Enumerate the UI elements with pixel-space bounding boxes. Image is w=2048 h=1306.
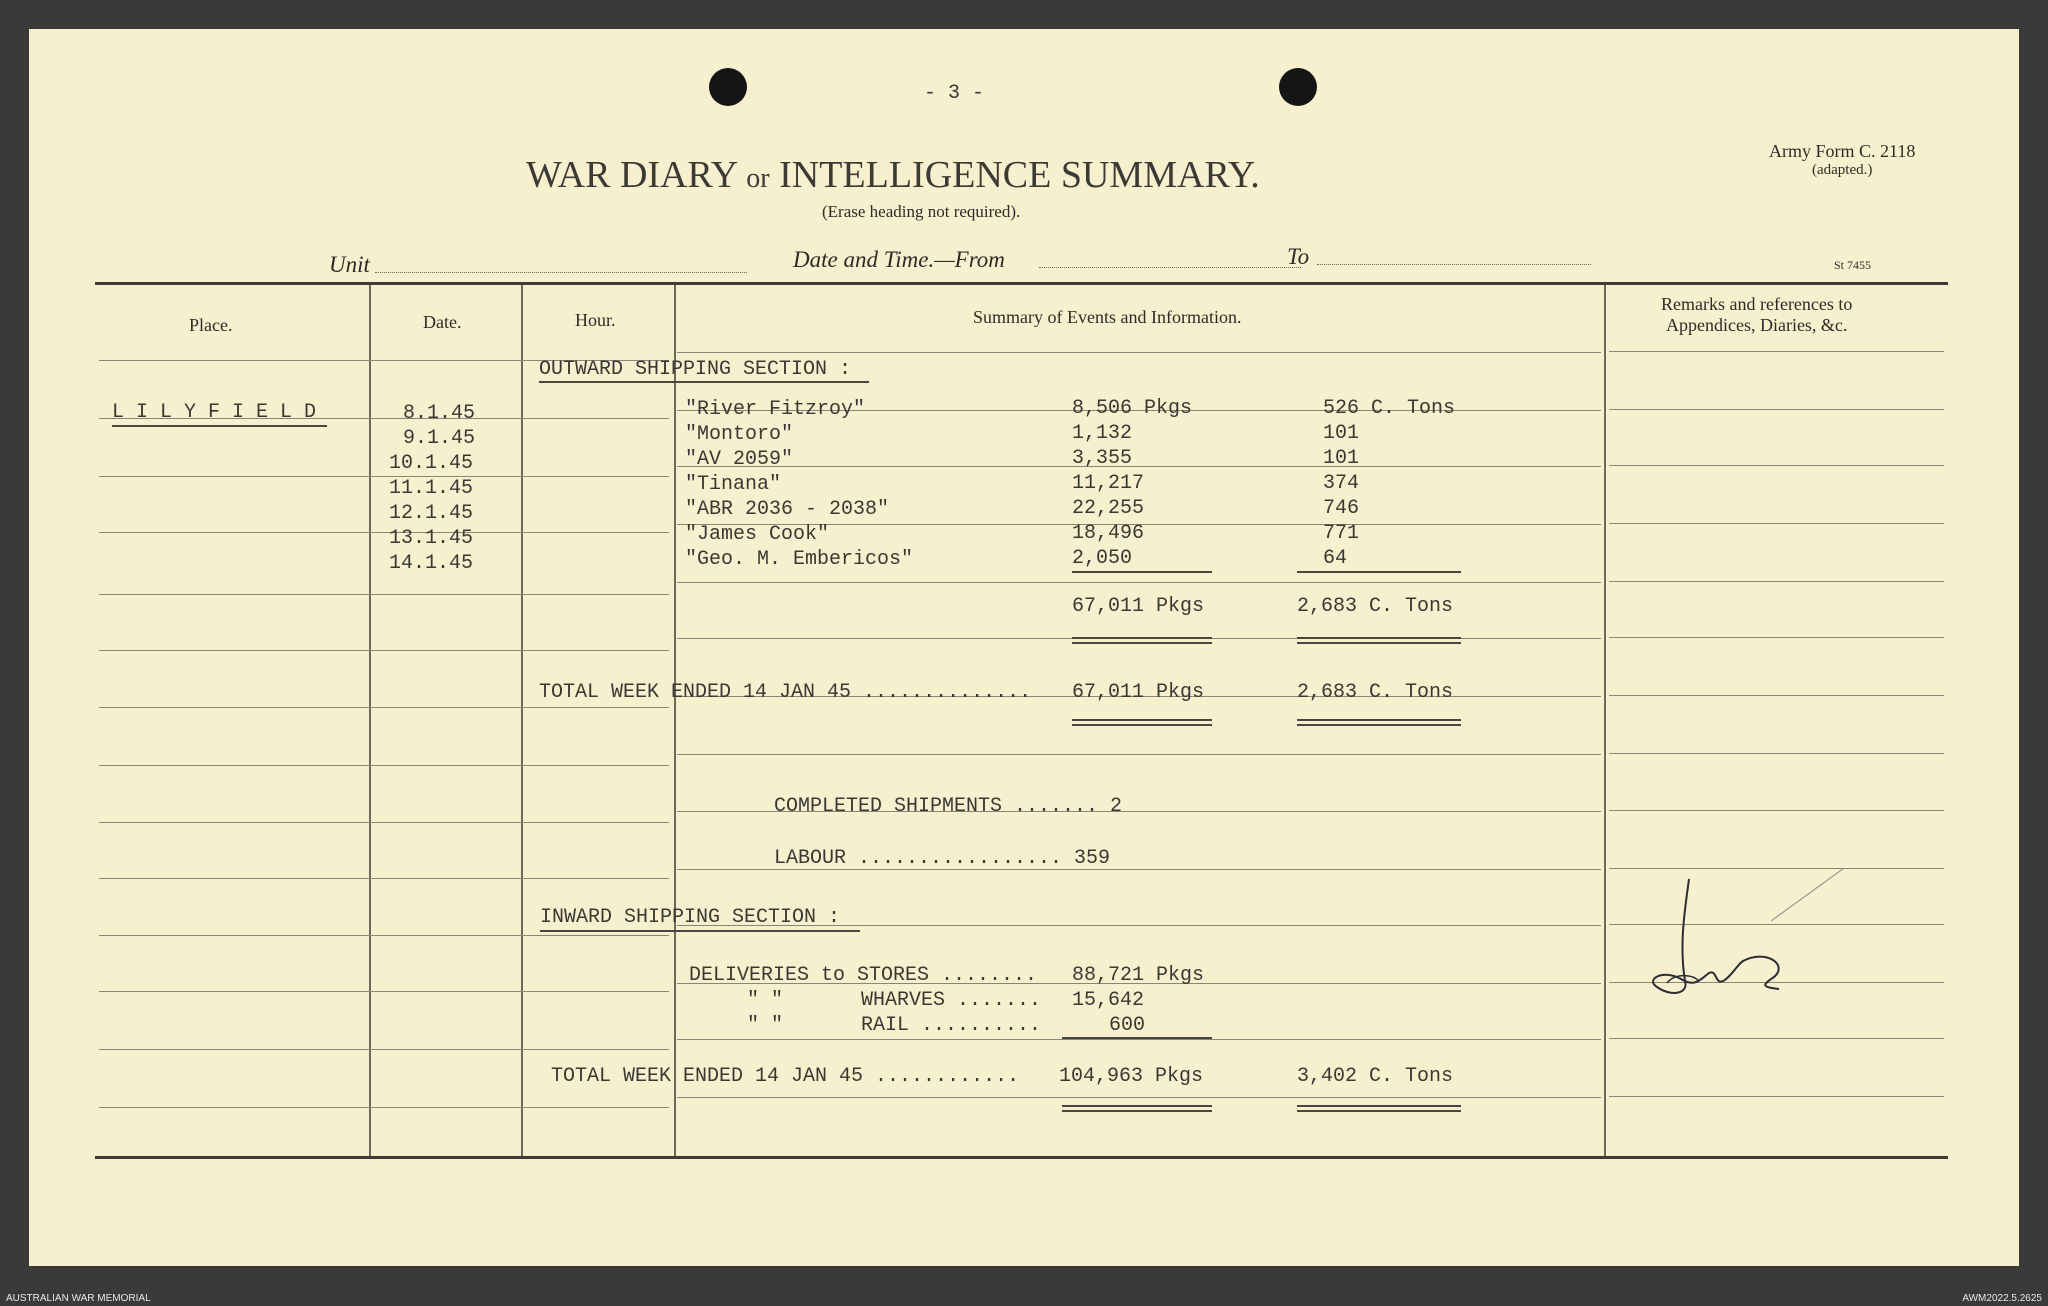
column-divider-date-hour [521,285,523,1156]
row-pkgs: 8,506 Pkgs [1072,397,1193,420]
date-to-dotted-line [1317,264,1591,265]
date-from-dotted-line [1039,267,1301,268]
table-bottom-rule [95,1156,1948,1159]
row-ship: "River Fitzroy" [685,398,866,421]
row-pkgs: 22,255 [1072,497,1145,520]
row-pkgs: 18,496 [1072,522,1145,545]
inward-total-tons: 3,402 C. Tons [1297,1065,1454,1088]
column-header-hour: Hour. [575,310,616,330]
row-pkgs: 3,355 [1072,447,1133,470]
column-divider-place-date [369,285,371,1156]
row-pkgs: 1,132 [1072,422,1133,445]
total-pkgs-double-rule [1072,719,1212,726]
form-adapted: (adapted.) [1811,162,1873,178]
column-header-summary: Summary of Events and Information. [973,307,1242,327]
row-ship: "ABR 2036 - 2038" [685,498,890,521]
tons-subtotal-rule [1297,571,1461,573]
inward-total-pkgs: 104,963 Pkgs [1059,1065,1204,1088]
ditto-marks-wharves: " " [747,989,784,1012]
row-pkgs: 11,217 [1072,472,1145,495]
form-name-line: Army Form C. 2118 [1769,141,1916,161]
column-header-date: Date. [423,312,462,332]
row-tons: 771 [1323,522,1360,545]
completed-shipments: COMPLETED SHIPMENTS ....... 2 [774,795,1123,818]
inward-heading: INWARD SHIPPING SECTION : [540,906,841,929]
footer-accession: AWM2022.5.2625 [1962,1293,2042,1304]
row-ship: "Tinana" [685,473,782,496]
inward-total-label: TOTAL WEEK ENDED 14 JAN 45 ............ [551,1065,1020,1088]
title-or: or [746,163,770,194]
outward-total-pkgs: 67,011 Pkgs [1072,681,1205,704]
labour-count: LABOUR ................. 359 [774,847,1111,870]
row-date: 9.1.45 [403,427,476,450]
subtitle: (Erase heading not required). [822,202,1021,221]
row-ship: "Montoro" [685,423,794,446]
row-date: 11.1.45 [389,477,474,500]
row-tons: 101 [1323,447,1360,470]
subtotal-tons-double-rule [1297,637,1461,644]
outward-heading: OUTWARD SHIPPING SECTION : [539,358,852,381]
row-ship: "Geo. M. Embericos" [685,548,914,571]
row-tons: 746 [1323,497,1360,520]
form-name [1769,141,1915,179]
subtotal-pkgs-double-rule [1072,637,1212,644]
punch-hole-right [1279,68,1317,106]
war-diary-page [29,29,2019,1266]
outward-subtotal-tons: 2,683 C. Tons [1297,595,1454,618]
row-ship: "AV 2059" [685,448,794,471]
outward-total-label: TOTAL WEEK ENDED 14 JAN 45 .............. [539,681,1032,704]
ditto-marks-rail: " " [747,1014,784,1037]
title-intelligence-summary: INTELLIGENCE SUMMARY. [779,154,1260,196]
inward-heading-underline [540,930,860,932]
date-from-label: Date and Time.—From [793,247,1005,272]
row-ship: "James Cook" [685,523,830,546]
column-divider-summary-remarks [1604,285,1606,1156]
signature-initials [1619,869,1859,1049]
column-header-place: Place. [189,315,233,335]
inward-total-tons-double-rule [1297,1105,1461,1112]
unit-label: Unit [329,252,370,277]
column-divider-hour-summary [674,285,676,1156]
place-underline [112,425,327,427]
wharves-label: WHARVES ....... [861,989,1042,1012]
row-date: 8.1.45 [403,402,476,425]
wharves-value: 15,642 [1072,989,1145,1012]
outward-total-tons: 2,683 C. Tons [1297,681,1454,704]
column-header-remarks [1661,294,1852,336]
row-date: 13.1.45 [389,527,474,550]
rail-value: 600 [1109,1014,1146,1037]
row-tons: 374 [1323,472,1360,495]
deliveries-stores-label: DELIVERIES to STORES ........ [689,964,1038,987]
punch-hole-left [709,68,747,106]
outward-subtotal-pkgs: 67,011 Pkgs [1072,595,1205,618]
outward-heading-underline [539,381,869,383]
stock-code: St 7455 [1834,258,1872,272]
pkgs-subtotal-rule [1072,571,1212,573]
deliveries-stores-value: 88,721 Pkgs [1072,964,1205,987]
row-tons: 526 C. Tons [1323,397,1456,420]
place-lilyfield: L I L Y F I E L D [112,401,317,424]
date-to-label: To [1287,244,1310,269]
unit-dotted-line [375,272,747,273]
page-title [526,153,1260,197]
inward-subtotal-rule [1062,1037,1212,1039]
table-top-rule [95,282,1948,285]
row-date: 14.1.45 [389,552,474,575]
remarks-header-line2: Appendices, Diaries, &c. [1665,315,1848,335]
remarks-header-line1: Remarks and references to [1661,294,1853,314]
row-pkgs: 2,050 [1072,547,1133,570]
footer-source: AUSTRALIAN WAR MEMORIAL [6,1293,151,1304]
row-tons: 101 [1323,422,1360,445]
row-tons: 64 [1323,547,1348,570]
total-tons-double-rule [1297,719,1461,726]
row-date: 10.1.45 [389,452,474,475]
page-number: - 3 - [924,82,985,105]
rail-label: RAIL .......... [861,1014,1042,1037]
title-war-diary: WAR DIARY [526,154,737,196]
row-date: 12.1.45 [389,502,474,525]
inward-total-pkgs-double-rule [1062,1105,1212,1112]
